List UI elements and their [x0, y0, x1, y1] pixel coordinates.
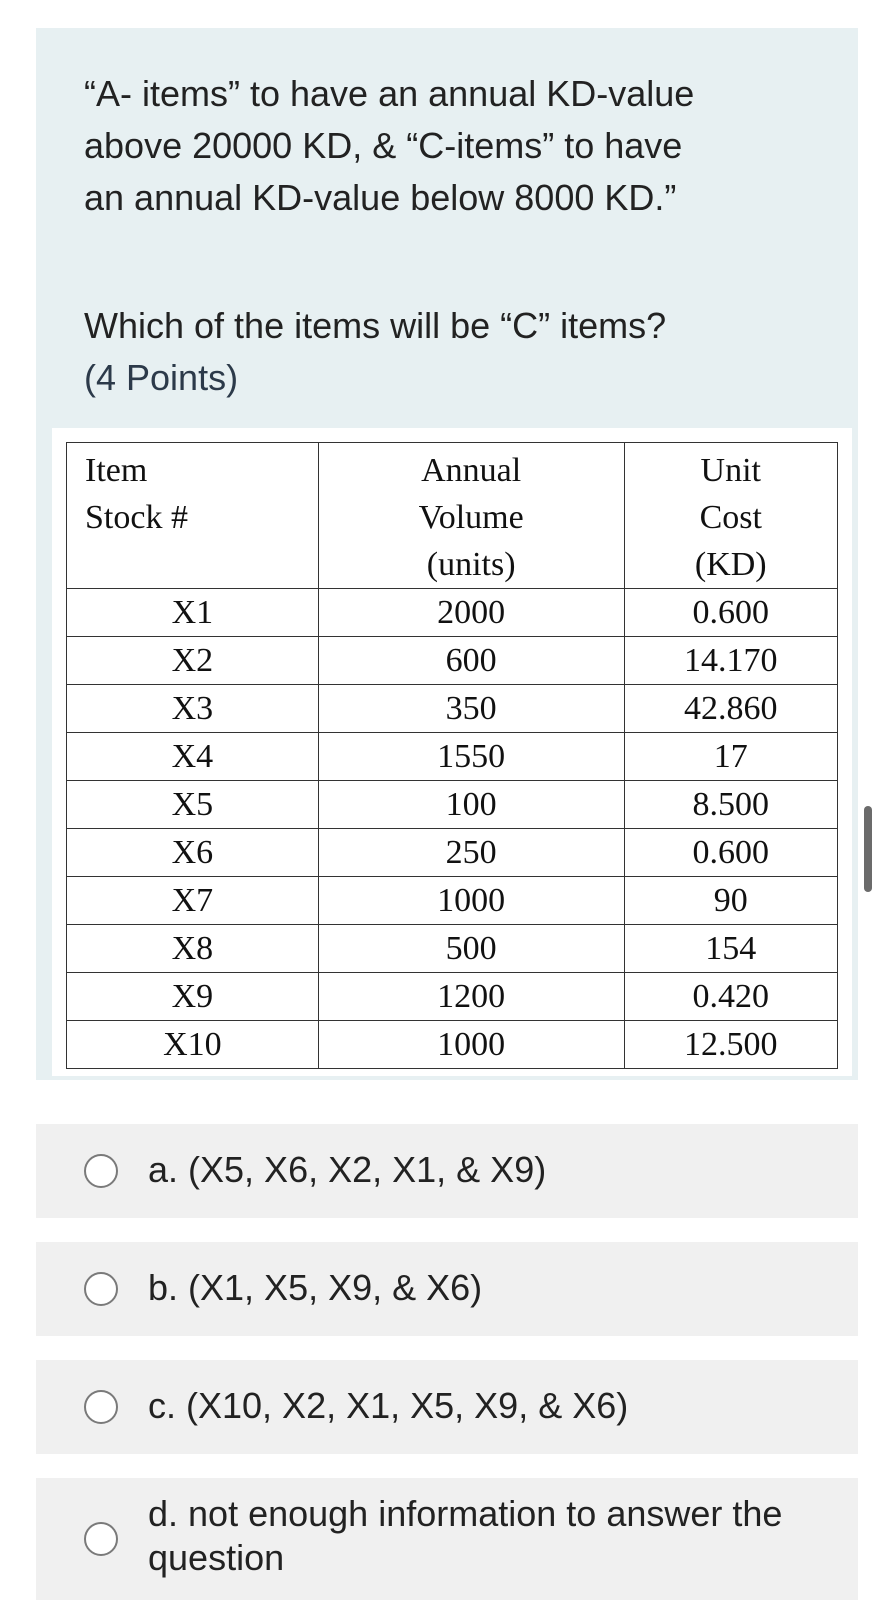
- volume-cell: 600: [318, 637, 624, 685]
- header-text: Cost: [699, 499, 762, 536]
- cost-cell: 0.600: [624, 829, 837, 877]
- option-d-label: d. not enough information to answer the question: [148, 1493, 783, 1578]
- volume-cell: 1550: [318, 733, 624, 781]
- header-item-stock: [67, 443, 319, 589]
- prompt-text: Which of the items will be “C” items?: [84, 305, 667, 346]
- question-card: [36, 28, 858, 1080]
- volume-cell: 250: [318, 829, 624, 877]
- volume-cell: 1000: [318, 1021, 624, 1069]
- header-text: Unit: [700, 452, 761, 489]
- table-row: [67, 1021, 838, 1069]
- volume-cell: 100: [318, 781, 624, 829]
- option-b[interactable]: [36, 1242, 858, 1336]
- item-cell: X2: [67, 637, 319, 685]
- item-cell: X3: [67, 685, 319, 733]
- header-text: Volume: [418, 499, 524, 536]
- scrollbar-thumb[interactable]: [864, 806, 872, 892]
- item-cell: X4: [67, 733, 319, 781]
- item-cell: X8: [67, 925, 319, 973]
- points-label: (4 Points): [84, 357, 239, 398]
- item-cell: X10: [67, 1021, 319, 1069]
- volume-cell: 500: [318, 925, 624, 973]
- question-line: an annual KD-value below 8000 KD.”: [84, 177, 677, 218]
- cost-cell: 12.500: [624, 1021, 837, 1069]
- header-text: (units): [426, 546, 516, 583]
- option-c[interactable]: [36, 1360, 858, 1454]
- option-d[interactable]: [36, 1478, 858, 1600]
- question-prompt: [84, 300, 824, 404]
- cost-cell: 154: [624, 925, 837, 973]
- table-row: [67, 925, 838, 973]
- item-cell: X7: [67, 877, 319, 925]
- option-c-label: c. (X10, X2, X1, X5, X9, & X6): [148, 1385, 629, 1426]
- option-b-label: b. (X1, X5, X9, & X6): [148, 1267, 483, 1308]
- question-line: above 20000 KD, & “C-items” to have: [84, 125, 683, 166]
- table-row: [67, 829, 838, 877]
- cost-cell: 0.600: [624, 589, 837, 637]
- item-cell: X5: [67, 781, 319, 829]
- cost-cell: 42.860: [624, 685, 837, 733]
- option-a-label: a. (X5, X6, X2, X1, & X9): [148, 1149, 547, 1190]
- cost-cell: 8.500: [624, 781, 837, 829]
- radio-button-b[interactable]: [84, 1272, 118, 1306]
- question-text: [84, 68, 824, 224]
- option-a[interactable]: [36, 1124, 858, 1218]
- radio-button-c[interactable]: [84, 1390, 118, 1424]
- header-text: Item: [85, 452, 148, 489]
- cost-cell: 14.170: [624, 637, 837, 685]
- stock-table: [66, 442, 838, 1069]
- volume-cell: 350: [318, 685, 624, 733]
- item-cell: X9: [67, 973, 319, 1021]
- item-cell: X1: [67, 589, 319, 637]
- table-row: [67, 973, 838, 1021]
- volume-cell: 1200: [318, 973, 624, 1021]
- cost-cell: 17: [624, 733, 837, 781]
- radio-button-d[interactable]: [84, 1522, 118, 1556]
- header-text: (KD): [694, 546, 767, 583]
- header-unit-cost: [624, 443, 837, 589]
- volume-cell: 2000: [318, 589, 624, 637]
- cost-cell: 90: [624, 877, 837, 925]
- stock-table-image: [52, 428, 852, 1076]
- question-line: “A- items” to have an annual KD-value: [84, 73, 695, 114]
- volume-cell: 1000: [318, 877, 624, 925]
- cost-cell: 0.420: [624, 973, 837, 1021]
- table-row: [67, 877, 838, 925]
- table-row: [67, 589, 838, 637]
- table-row: [67, 685, 838, 733]
- table-header-row: [67, 443, 838, 589]
- header-text: Stock #: [85, 499, 188, 536]
- header-annual-volume: [318, 443, 624, 589]
- radio-button-a[interactable]: [84, 1154, 118, 1188]
- table-row: [67, 733, 838, 781]
- item-cell: X6: [67, 829, 319, 877]
- table-row: [67, 781, 838, 829]
- header-text: Annual: [421, 452, 522, 489]
- table-row: [67, 637, 838, 685]
